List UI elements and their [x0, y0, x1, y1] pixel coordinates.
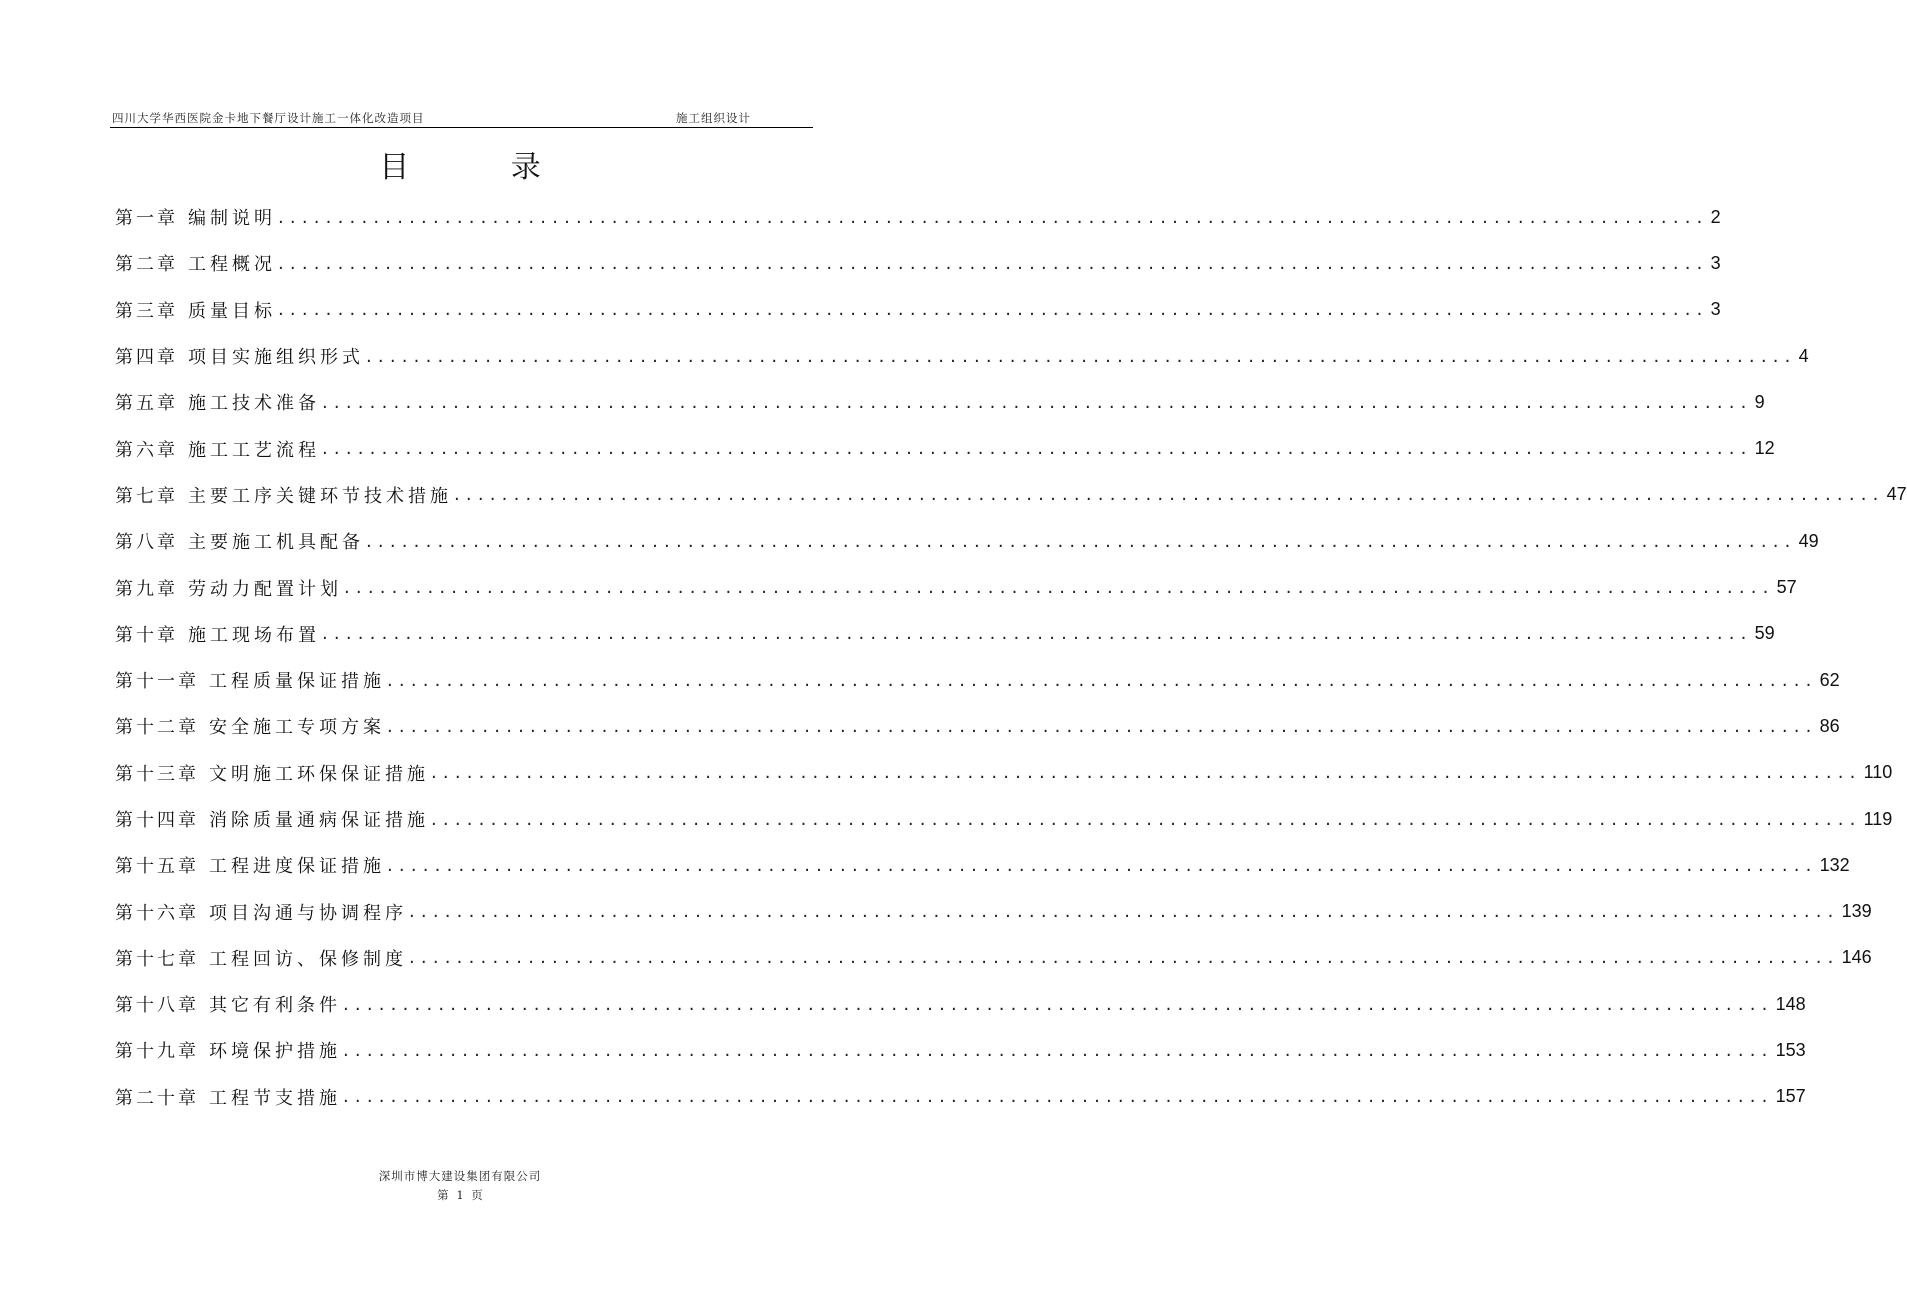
toc-chapter-title: 安全施工专项方案: [209, 717, 385, 739]
toc-entry[interactable]: [115, 750, 1893, 796]
toc-page-number: 139: [1841, 901, 1872, 922]
toc-entry[interactable]: [115, 657, 1840, 703]
toc-chapter-title: 其它有利条件: [209, 995, 341, 1017]
page-header: [110, 106, 813, 128]
toc-page-number: 3: [1710, 252, 1721, 273]
toc-chapter-title: 编制说明: [188, 208, 276, 230]
toc-chapter-title: 工程进度保证措施: [209, 856, 385, 878]
toc-page-number: 157: [1775, 1086, 1806, 1107]
toc-dot-leader: ........................................................................................................................: [409, 947, 1840, 969]
toc-page-number: 9: [1754, 391, 1765, 412]
toc-dot-leader: ........................................................................................................................: [344, 577, 1775, 599]
toc-chapter-number: 第十四章: [115, 810, 199, 831]
footer-page-number: 第 1 页: [437, 1188, 483, 1202]
toc-chapter-number: 第十章: [115, 624, 178, 646]
toc-chapter-number: 第三章: [115, 300, 178, 322]
toc-entry[interactable]: [115, 703, 1840, 749]
toc-dot-leader: ........................................................................................................................: [343, 993, 1774, 1015]
toc-chapter-number: 第十九章: [115, 1041, 199, 1063]
toc-dot-leader: ........................................................................................................................: [343, 1039, 1774, 1061]
toc-chapter-number: 第十八章: [115, 995, 199, 1017]
toc-entry[interactable]: [115, 1074, 1806, 1120]
toc-entry[interactable]: [115, 240, 1721, 286]
toc-chapter-title: 质量目标: [188, 300, 276, 322]
toc-chapter-title: 施工技术准备: [188, 393, 320, 415]
toc-chapter-number: 第四章: [115, 347, 178, 369]
toc-page-number: 153: [1775, 1039, 1806, 1060]
toc-page-number: 146: [1841, 947, 1872, 968]
toc-page-number: 132: [1819, 854, 1850, 875]
toc-dot-leader: ........................................................................................................................: [431, 808, 1862, 830]
toc-page-number: 59: [1754, 623, 1775, 644]
toc-entry[interactable]: [115, 888, 1872, 934]
toc-chapter-title: 环境保护措施: [209, 1041, 341, 1063]
toc-dot-leader: ........................................................................................................................: [322, 391, 1753, 413]
toc-chapter-number: 第八章: [115, 532, 178, 554]
toc-chapter-number: 第十五章: [115, 856, 199, 878]
toc-chapter-title: 工程节支措施: [209, 1087, 341, 1109]
toc-entry[interactable]: [115, 518, 1819, 564]
toc-dot-leader: ........................................................................................................................: [454, 484, 1885, 506]
toc-dot-leader: ........................................................................................................................: [409, 901, 1840, 923]
toc-chapter-number: 第十一章: [115, 671, 199, 693]
toc-entry[interactable]: [115, 935, 1872, 981]
toc-chapter-number: 第十三章: [115, 763, 199, 785]
toc-chapter-title: 项目沟通与协调程序: [209, 902, 407, 924]
toc-page-number: 86: [1819, 715, 1840, 736]
toc-chapter-title: 施工工艺流程: [188, 439, 320, 461]
toc-page-number: 110: [1863, 762, 1893, 783]
header-project-name: 四川大学华西医院金卡地下餐厅设计施工一体化改造项目: [112, 111, 425, 125]
footer-company: 深圳市博大建设集团有限公司: [378, 1169, 542, 1183]
toc-chapter-title: 工程概况: [188, 254, 276, 276]
header-document-type: 施工组织设计: [676, 111, 751, 125]
toc-dot-leader: ........................................................................................................................: [366, 345, 1797, 367]
toc-entry[interactable]: [115, 333, 1809, 379]
toc-chapter-number: 第五章: [115, 393, 178, 415]
toc-entry[interactable]: [115, 379, 1765, 425]
toc-dot-leader: ........................................................................................................................: [278, 252, 1709, 274]
toc-page-number: 49: [1798, 530, 1819, 551]
toc-chapter-number: 第十六章: [115, 902, 199, 924]
table-of-contents: [115, 194, 1907, 1120]
toc-dot-leader: ........................................................................................................................: [278, 206, 1709, 228]
toc-chapter-title: 主要施工机具配备: [188, 532, 364, 554]
toc-chapter-title: 消除质量通病保证措施: [209, 810, 429, 831]
toc-page-number: 4: [1798, 345, 1809, 366]
toc-page-number: 47: [1886, 484, 1907, 505]
toc-chapter-title: 主要工序关键环节技术措施: [188, 485, 452, 507]
toc-dot-leader: ........................................................................................................................: [387, 669, 1818, 691]
toc-dot-leader: ........................................................................................................................: [278, 299, 1709, 321]
toc-chapter-number: 第十二章: [115, 717, 199, 739]
toc-dot-leader: ........................................................................................................................: [343, 1086, 1774, 1108]
toc-chapter-number: 第二十章: [115, 1087, 199, 1109]
toc-chapter-title: 文明施工环保保证措施: [209, 763, 429, 785]
toc-entry[interactable]: [115, 425, 1775, 471]
toc-entry[interactable]: [115, 287, 1721, 333]
toc-page-number: 57: [1776, 577, 1797, 598]
toc-chapter-number: 第二章: [115, 254, 178, 276]
toc-title: 目 录: [379, 150, 587, 185]
toc-page-number: 12: [1754, 438, 1775, 459]
toc-chapter-title: 工程回访、保修制度: [209, 948, 407, 970]
toc-chapter-number: 第一章: [115, 208, 178, 230]
toc-chapter-title: 施工现场布置: [188, 624, 320, 646]
toc-chapter-number: 第六章: [115, 439, 178, 461]
toc-entry[interactable]: [115, 472, 1907, 518]
toc-entry[interactable]: [115, 981, 1806, 1027]
toc-entry[interactable]: [115, 842, 1850, 888]
toc-page-number: 62: [1819, 669, 1840, 690]
toc-dot-leader: ........................................................................................................................: [322, 438, 1753, 460]
toc-chapter-title: 项目实施组织形式: [188, 347, 364, 369]
toc-entry[interactable]: [115, 564, 1797, 610]
toc-dot-leader: ........................................................................................................................: [387, 715, 1818, 737]
toc-page-number: 119: [1863, 808, 1893, 829]
toc-page-number: 2: [1710, 206, 1721, 227]
toc-dot-leader: ........................................................................................................................: [431, 762, 1862, 784]
toc-chapter-title: 工程质量保证措施: [209, 671, 385, 693]
toc-page-number: 148: [1775, 993, 1806, 1014]
toc-entry[interactable]: [115, 1027, 1806, 1073]
toc-entry[interactable]: [115, 611, 1775, 657]
toc-chapter-number: 第九章: [115, 578, 178, 600]
toc-chapter-number: 第七章: [115, 485, 178, 507]
toc-entry[interactable]: [115, 194, 1721, 240]
toc-dot-leader: ........................................................................................................................: [387, 854, 1818, 876]
toc-page-number: 3: [1710, 299, 1721, 320]
toc-chapter-title: 劳动力配置计划: [188, 578, 342, 600]
toc-entry[interactable]: [115, 796, 1893, 842]
toc-dot-leader: ........................................................................................................................: [322, 623, 1753, 645]
toc-dot-leader: ........................................................................................................................: [366, 530, 1797, 552]
toc-chapter-number: 第十七章: [115, 948, 199, 970]
header-divider: [110, 127, 813, 128]
